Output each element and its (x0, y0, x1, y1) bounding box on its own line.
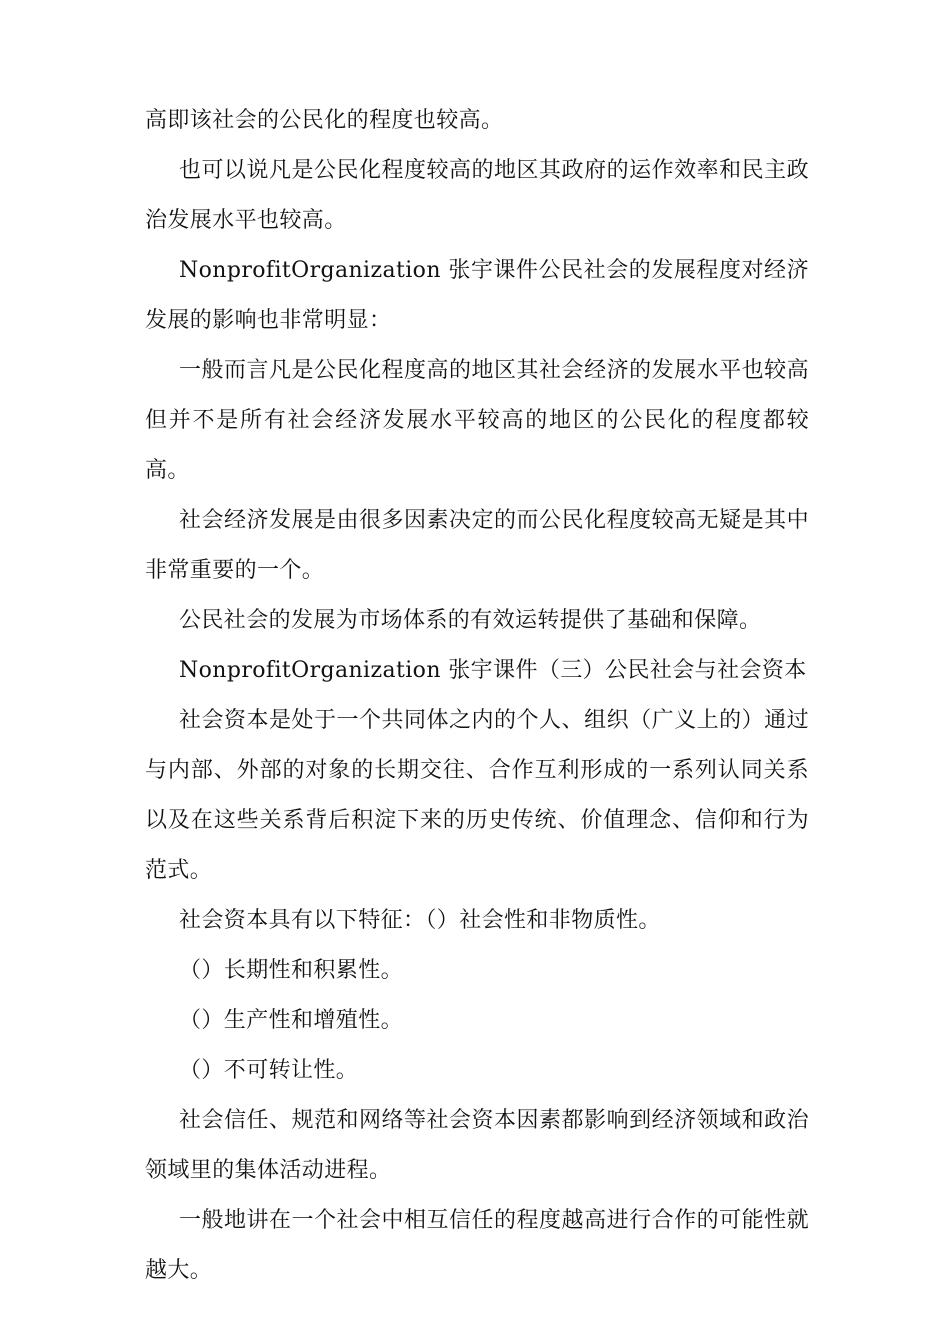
paragraph: 也可以说凡是公民化程度较高的地区其政府的运作效率和民主政治发展水平也较高。 (145, 158, 809, 233)
paragraph: 一般而言凡是公民化程度高的地区其社会经济的发展水平也较高但并不是所有社会经济发展水平较高的地区的公民化的程度都较高。 (145, 358, 809, 483)
paragraph: 社会信任、规范和网络等社会资本因素都影响到经济领域和政治领域里的集体活动进程。 (145, 1108, 809, 1183)
paragraph: 公民社会的发展为市场体系的有效运转提供了基础和保障。 (179, 608, 762, 633)
paragraph: 社会经济发展是由很多因素决定的而公民化程度较高无疑是其中非常重要的一个。 (145, 508, 809, 583)
section-heading: NonprofitOrganization 张宇课件（三）公民社会与社会资本 (179, 658, 807, 683)
paragraph: NonprofitOrganization 张宇课件公民社会的发展程度对经济发展的影响也非常明显： (145, 258, 809, 333)
paragraph-continuation: 高即该社会的公民化的程度也较高。 (145, 108, 504, 133)
list-item: （）长期性和积累性。 (179, 958, 404, 983)
list-item: （）生产性和增殖性。 (179, 1008, 404, 1033)
list-item: （）不可转让性。 (179, 1058, 359, 1083)
paragraph: 社会资本具有以下特征：（）社会性和非物质性。 (179, 908, 661, 933)
document-body (145, 96, 809, 1296)
paragraph: 一般地讲在一个社会中相互信任的程度越高进行合作的可能性就越大。 (145, 1208, 809, 1283)
paragraph: 社会资本是处于一个共同体之内的个人、组织（广义上的）通过与内部、外部的对象的长期交往、合作互利形成的一系列认同关系以及在这些关系背后积淀下来的历史传统、价值理念、信仰和行为范式。 (145, 708, 809, 883)
